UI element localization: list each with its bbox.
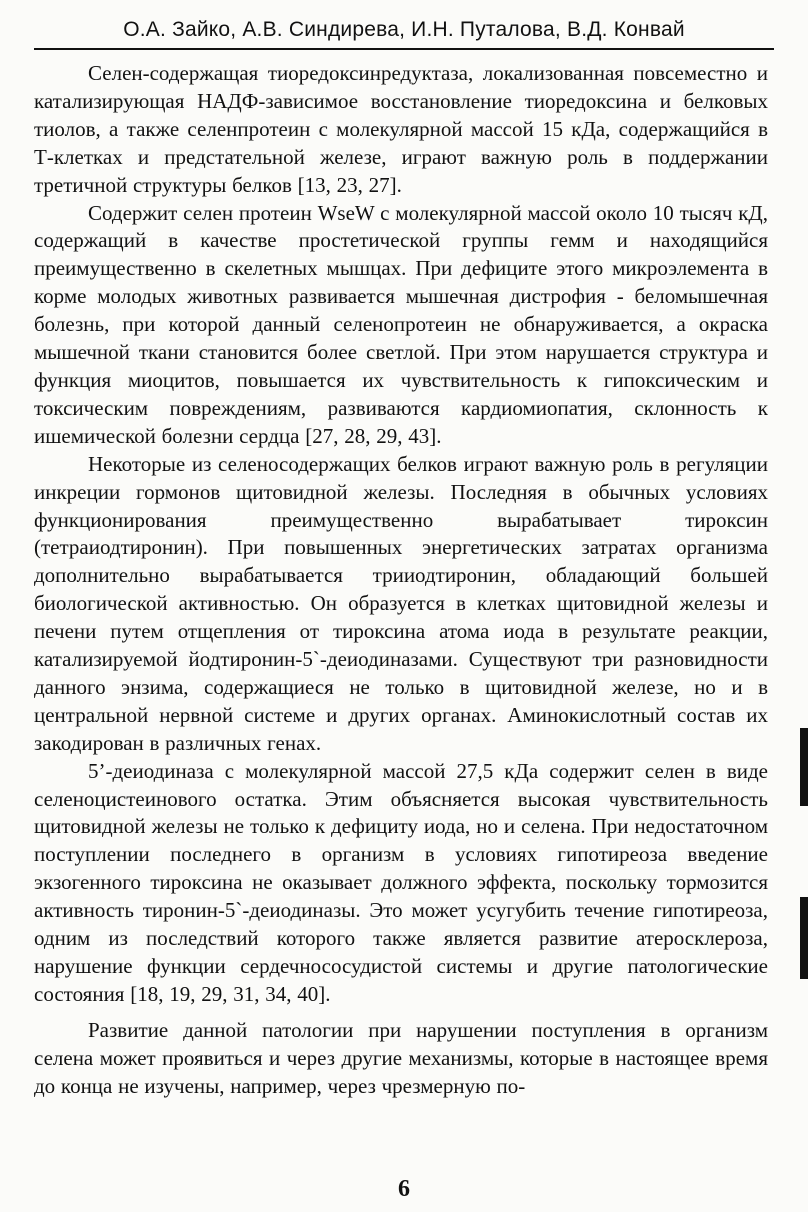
paragraph-deiodinase: 5’-деиодиназа с молекулярной массой 27,5 кДа содержит селен в виде селеноцистеинового остатка. Этим объясняется высокая чувствительность щитовидной железы не только к дефициту иода, но и селена. При недостаточном поступлении последнего в организм в условиях гипотиреоза введение экзогенного тироксина не оказывает должного эффекта, поскольку тормозится активность тиронин-5`-деиодиназы. Это может усугубить течение гипотиреоза, одним из последствий которого также является развитие атеросклероза, нарушение функции сердечнососудистой системы и другие патологические состояния [18, 19, 29, 31, 34, 40]. (34, 758, 768, 1006)
running-header-authors: О.А. Зайко, А.В. Синдирева, И.Н. Путалова, В.Д. Конвай (34, 14, 774, 50)
paragraph-thioredoxin-reductase: Селен-содержащая тиоредоксинредуктаза, локализованная повсеместно и катализирующая НАДФ-зависимое восстановление тиоредоксина и белковых тиолов, а также селенпротеин с молекулярной массой 15 кДа, содержащийся в Т-клетках и предстательной железе, играют важную роль в поддержании третичной структуры белков [13, 23, 27]. (34, 61, 768, 197)
body-text (34, 60, 768, 1101)
scan-edge-mark (800, 728, 808, 806)
scan-edge-mark (800, 897, 808, 979)
paragraph-thyroid-hormones: Некоторые из селеносодержащих белков играют важную роль в регуляции инкреции гормонов щитовидной железы. Последняя в обычных условиях функционирования преимущественно вырабатывает тироксин (тетраиодтиронин). При повышенных энергетических затратах организма дополнительно вырабатывается трииодтиронин, обладающий большей биологической активностью. Он образуется в клетках щитовидной железы и печени путем отщепления от тироксина атома иода в результате реакции, катализируемой йодтиронин-5`-деиодиназами. Существуют три разновидности данного энзима, содержащиеся не только в щитовидной железе, но и в центральной нервной системе и других органах. Аминокислотный состав их закодирован в различных генах. (34, 451, 768, 755)
page-number: 6 (398, 1176, 410, 1202)
paragraph-selenoprotein-w: Содержит селен протеин WseW с молекулярной массой около 10 тысяч кД, содержащий в качестве простетической группы гемм и находящийся преимущественно в скелетных мышцах. При дефиците этого микроэлемента в корме молодых животных развивается мышечная дистрофия - беломышечная болезнь, при которой данный селенопротеин не обнаруживается, а окраска мышечной ткани становится более светлой. При этом нарушается структура и функция миоцитов, повышается их чувствительность к гипоксическим и токсическим повреждениям, развиваются кардиомиопатия, склонность к ишемической болезни сердца [27, 28, 29, 43]. (34, 200, 768, 448)
paragraph-pathology-development: Развитие данной патологии при нарушении поступления в организм селена может проявиться и через другие механизмы, которые в настоящее время до конца не изучены, например, через чрезмерную по- (34, 1017, 768, 1098)
